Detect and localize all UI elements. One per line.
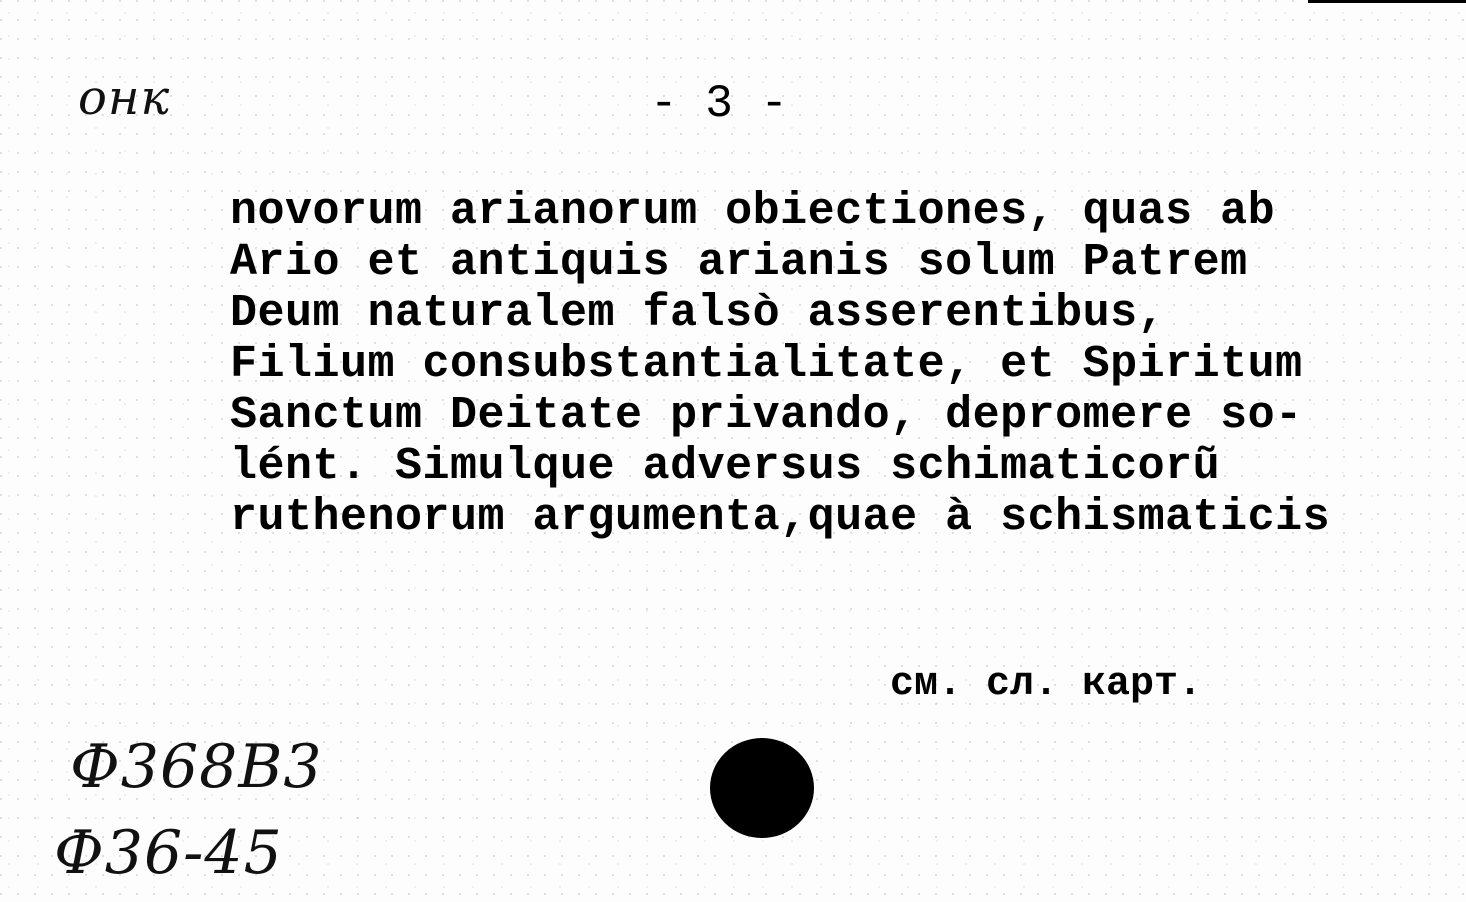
reference-note: см. сл. карт. (890, 662, 1203, 707)
body-line: ruthenorum argumenta,quae à schismaticis (230, 492, 1331, 543)
body-line: lént. Simulque adversus schimaticorũ (230, 441, 1221, 492)
handwritten-annotation-top: онк (78, 70, 171, 126)
typed-body-text (230, 186, 1330, 543)
handwritten-shelf-code-2: Ф36-45 (54, 818, 283, 888)
body-line: Filium consubstantialitate, et Spiritum (230, 339, 1303, 390)
handwritten-shelf-code-1: Ф368В3 (70, 732, 323, 802)
punch-hole (710, 738, 814, 838)
body-line: Ario et antiquis arianis solum Patrem (230, 237, 1248, 288)
page-number: - 3 - (650, 78, 789, 130)
body-line: novorum arianorum obiectiones, quas ab (230, 186, 1276, 237)
corner-border-line (1308, 0, 1466, 3)
body-line: Sanctum Deitate privando, depromere so- (230, 390, 1303, 441)
body-line: Deum naturalem falsò asserentibus, (230, 288, 1166, 339)
